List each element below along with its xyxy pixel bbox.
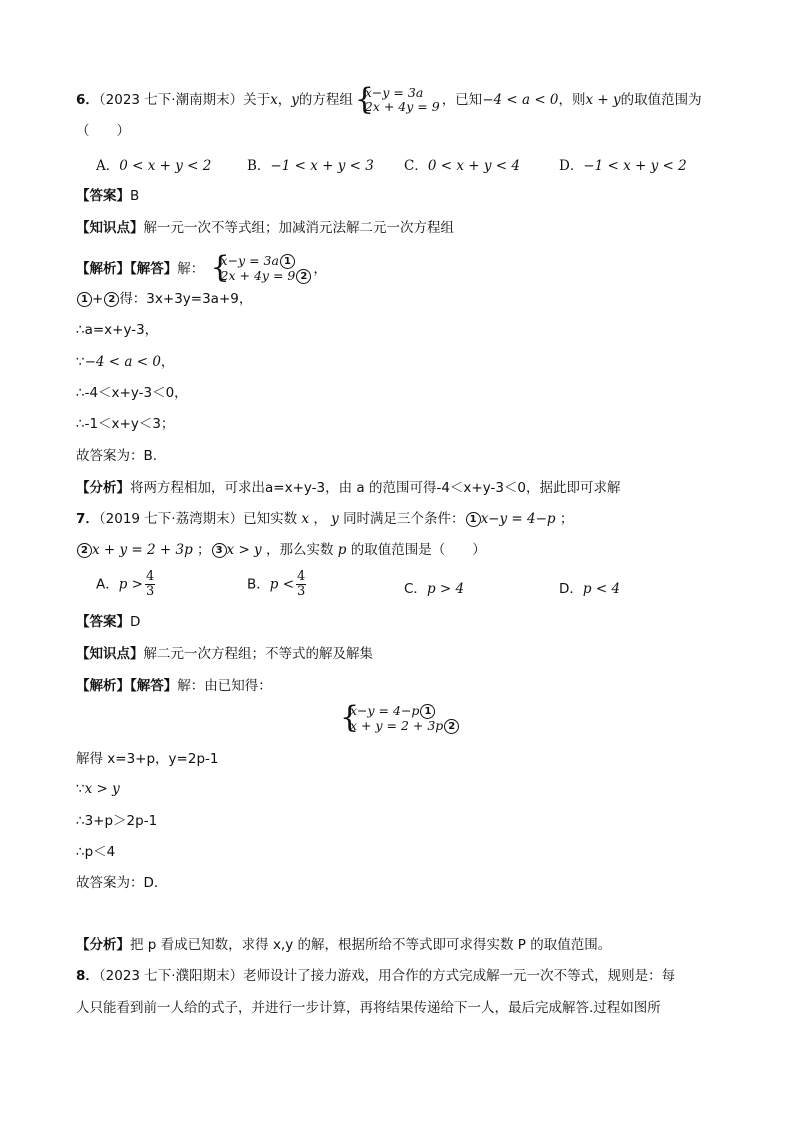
q6-sep: ， <box>277 92 292 108</box>
step-text: 得：3x+3y=3a+9， <box>119 291 253 307</box>
q6-stem-text: ，则 <box>558 92 586 108</box>
q6-step-1 <box>76 289 252 309</box>
option-letter: A． <box>96 158 120 174</box>
q7-solution-system <box>338 700 461 735</box>
kp-text: 解一元一次不等式组；加减消元法解二元一次方程组 <box>143 220 454 236</box>
fraction-denominator: 3 <box>297 584 306 599</box>
analysis-text: 把 p 看成已知数，求得 x,y 的解，根据所给不等式即可求得实数 P 的取值范围。 <box>130 937 612 953</box>
q8-stem-line-1 <box>76 966 675 986</box>
sys-eq1: x−y = 3a <box>220 253 279 268</box>
option-letter: C． <box>404 158 428 174</box>
q7-stem-text: 同时满足三个条件： <box>343 511 465 527</box>
q6-expression: x + y <box>585 92 621 108</box>
circled-2-icon: 2 <box>444 719 459 734</box>
circled-1-icon: 1 <box>420 704 435 719</box>
q7-cond2: x + y = 2 + 3p <box>92 542 193 558</box>
analysis-label: 【分析】 <box>76 937 130 953</box>
q6-step-4: ∴-4＜x+y-3＜0， <box>76 385 188 401</box>
sys-eq2: 2x + 4y = 9 <box>220 268 296 283</box>
analysis-text: 将两方程相加，可求出a=x+y-3，由 a 的范围可得-4＜x+y-3＜0，据此即可求解 <box>130 480 621 496</box>
circled-1-icon: 1 <box>466 512 481 527</box>
q7-cond1: x−y = 4−p <box>480 511 556 527</box>
option-text: −1 < x + y < 2 <box>583 158 687 174</box>
q6-step-2: ∴a=x+y-3， <box>76 322 159 338</box>
option-letter: B． <box>247 158 271 174</box>
q7-option-c <box>404 577 464 597</box>
brace-icon: { <box>340 700 360 735</box>
q7-cond3: x > y <box>226 542 262 558</box>
option-letter: D． <box>559 581 583 597</box>
q8-number: 8． <box>76 968 99 984</box>
q7-option-b <box>247 570 306 599</box>
q7-analysis <box>76 935 611 955</box>
option-letter: A． <box>96 576 119 593</box>
because-symbol: ∵ <box>76 354 85 370</box>
step-punct: ， <box>160 354 175 370</box>
sys-row <box>221 269 312 284</box>
q6-eq2: 2x + 4y = 9 <box>364 99 440 114</box>
q8-stem-line-2: 人只能看到前一人给的式子，并进行一步计算，再将结果传递给下一人，最后完成解答.过程如图所 <box>76 1000 661 1016</box>
q7-semi: ； <box>197 542 211 558</box>
brace-icon: { <box>210 250 230 285</box>
q7-var-p: p <box>337 542 347 558</box>
q6-option-b <box>247 154 374 174</box>
sys-row <box>350 719 459 734</box>
q7-number: 7． <box>76 511 99 527</box>
option-math: p < <box>269 576 295 593</box>
fraction <box>145 570 155 599</box>
answer-value: D <box>130 614 141 630</box>
solution-label: 【解析】【解答】 <box>76 678 178 694</box>
q8-source: （2023 七下·濮阳期末） <box>98 968 244 984</box>
q7-stem-text: 已知实数 <box>243 511 298 527</box>
fraction-numerator: 4 <box>146 569 155 584</box>
step-math: −4 < a < 0 <box>84 354 161 370</box>
q6-solution-system <box>210 250 312 285</box>
q8-text: 老师设计了接力游戏，用合作的方式完成解一元一次不等式，规则是：每 <box>243 968 676 984</box>
kp-text: 解二元一次方程组；不等式的解及解集 <box>143 646 373 662</box>
circled-2-icon: 2 <box>296 269 311 284</box>
q6-solution-head <box>76 250 327 285</box>
q6-option-a <box>96 154 211 174</box>
option-text: 0 < x + y < 2 <box>119 158 212 174</box>
q7-step-3: ∴3+p＞2p-1 <box>76 813 158 829</box>
option-math: p > <box>118 576 143 593</box>
q7-stem-line-2 <box>76 540 486 560</box>
option-text: 0 < x + y < 4 <box>427 158 520 174</box>
q6-stem-text: 的方程组 <box>298 92 353 108</box>
option-letter: D． <box>559 158 584 174</box>
q7-var-y: y <box>331 511 339 527</box>
q6-source: （2023 七下·潮南期末） <box>98 92 244 108</box>
fraction-numerator: 4 <box>297 569 306 584</box>
q6-option-d <box>559 154 687 174</box>
brace-icon: { <box>354 82 374 117</box>
sys-eq2: x + y = 2 + 3p <box>350 718 444 733</box>
solution-label: 【解析】【解答】 <box>76 261 178 277</box>
q6-stem-text: 的取值范围为 <box>620 92 702 108</box>
sys-row <box>221 254 312 269</box>
q6-knowledge-point <box>76 218 454 238</box>
q6-number: 6． <box>76 92 99 108</box>
q6-answer <box>76 186 139 206</box>
option-math: p > 4 <box>426 581 465 597</box>
option-letter: B． <box>247 576 270 593</box>
plus: + <box>92 291 104 307</box>
answer-label: 【答案】 <box>76 614 130 630</box>
q6-step-5: ∴-1＜x+y＜3； <box>76 416 175 432</box>
q7-source: （2019 七下·荔湾期末） <box>98 511 244 527</box>
option-text: −1 < x + y < 3 <box>270 158 374 174</box>
solution-intro: 解： <box>177 261 205 277</box>
q7-stem-line-1 <box>76 509 573 529</box>
q7-sep: ， <box>313 511 327 527</box>
q7-system <box>340 700 459 735</box>
q7-step-2 <box>76 779 120 799</box>
q6-equation-system <box>354 82 440 117</box>
kp-label: 【知识点】 <box>76 220 144 236</box>
option-letter: C． <box>404 581 427 597</box>
circled-2-icon: 2 <box>77 543 92 558</box>
sys-eq1: x−y = 4−p <box>350 703 420 718</box>
answer-value: B <box>130 188 140 204</box>
kp-label: 【知识点】 <box>76 646 144 662</box>
q6-var-y: y <box>291 92 299 108</box>
q7-semi: ； <box>559 511 574 527</box>
analysis-label: 【分析】 <box>76 480 130 496</box>
q7-stem-text: 的取值范围是（ ） <box>350 542 486 558</box>
q6-conclusion: 故答案为：B. <box>76 448 158 464</box>
q7-conclusion: 故答案为：D． <box>76 875 168 891</box>
q7-knowledge-point <box>76 644 373 664</box>
q7-option-d <box>559 577 620 597</box>
circled-3-icon: 3 <box>212 543 227 558</box>
q6-step-3 <box>76 352 174 372</box>
q7-step-1: 解得 x=3+p，y=2p-1 <box>76 751 219 767</box>
q6-blank: （ ） <box>76 123 130 139</box>
circled-2-icon: 2 <box>104 292 119 307</box>
q6-option-c <box>404 154 520 174</box>
q7-answer <box>76 612 140 632</box>
fraction <box>296 570 306 599</box>
q7-option-a <box>96 570 155 599</box>
circled-1-icon: 1 <box>280 254 295 269</box>
sys-end: ， <box>313 261 327 277</box>
q6-stem-text: ，已知 <box>441 92 483 108</box>
solution-intro: 解：由已知得： <box>177 678 272 694</box>
fraction-denominator: 3 <box>146 584 155 599</box>
q7-stem-text: ，那么实数 <box>265 542 334 558</box>
q6-stem-text: 关于 <box>243 92 271 108</box>
answer-label: 【答案】 <box>76 188 130 204</box>
circled-1-icon: 1 <box>77 292 92 307</box>
q6-eq1: x−y = 3a <box>364 85 424 100</box>
q7-solution-head <box>76 676 272 696</box>
q7-var-x: x <box>301 511 310 527</box>
q6-analysis <box>76 478 621 498</box>
q6-var-x: x <box>270 92 278 108</box>
sys-row <box>350 704 459 719</box>
q6-stem <box>76 82 702 117</box>
step-math: x > y <box>84 781 120 797</box>
option-math: p < 4 <box>582 581 621 597</box>
q6-condition: −4 < a < 0 <box>482 92 559 108</box>
because-symbol: ∵ <box>76 781 85 797</box>
q7-step-4: ∴p＜4 <box>76 844 116 860</box>
